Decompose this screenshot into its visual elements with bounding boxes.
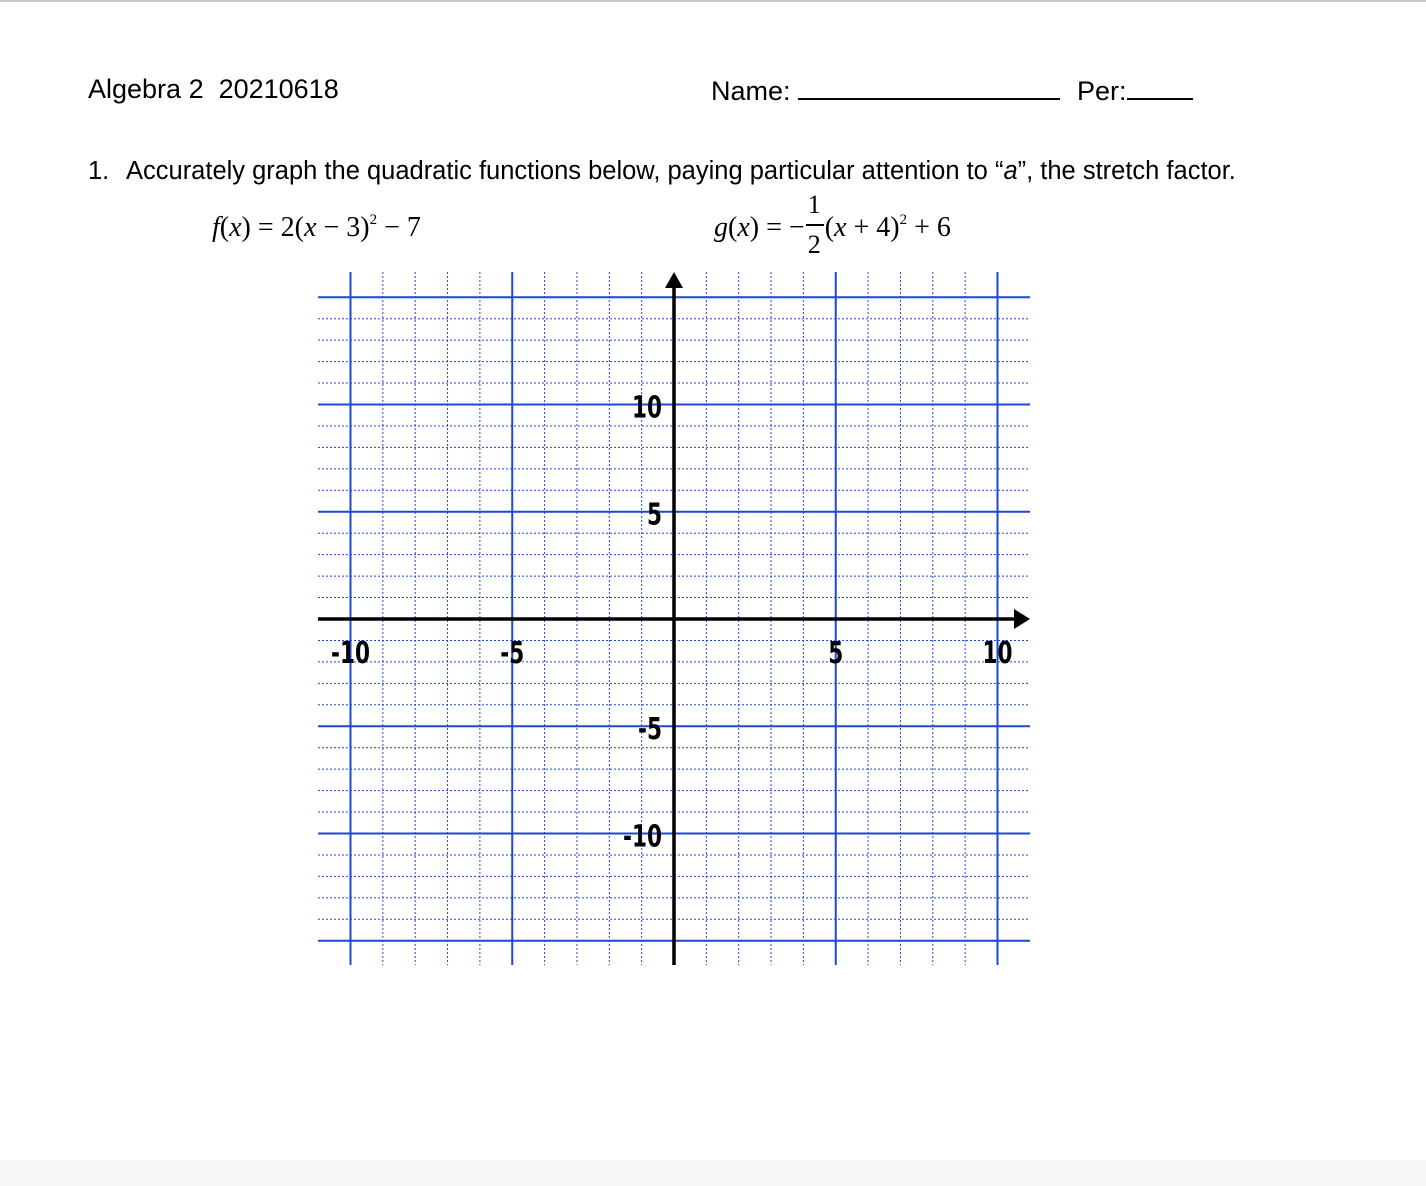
x-tick-label: -10 — [330, 636, 371, 672]
x-tick-label: -5 — [500, 636, 525, 672]
name-label: Name: — [711, 76, 791, 106]
g-constant-term: + 6 — [907, 212, 951, 243]
question-number: 1. — [88, 157, 110, 185]
y-tick-label: 10 — [631, 391, 662, 426]
f-constant-term: − 7 — [377, 212, 421, 243]
g-function-name: g — [714, 212, 728, 243]
g-exponent: 2 — [899, 212, 908, 228]
f-exponent: 2 — [369, 212, 378, 228]
g-equals: = − — [759, 212, 805, 243]
f-inner-variable: x — [304, 212, 317, 243]
x-tick-label: 5 — [828, 636, 844, 672]
y-tick-label: -5 — [638, 712, 662, 748]
x-tick-label: 10 — [982, 636, 1013, 672]
g-fraction-denominator: 2 — [807, 230, 821, 259]
equation-g: g(x) = − $\frac{1}{2}$ $(x + 4)^2 + 6$ — [714, 190, 951, 259]
x-axis-arrow-icon — [1014, 609, 1030, 629]
question-text-italic: a — [1003, 157, 1018, 185]
course-title: Algebra 2 20210618 — [88, 74, 339, 104]
question-text-end: ”, the stretch factor. — [1017, 157, 1236, 185]
period-label: Per: — [1077, 76, 1127, 106]
y-axis-arrow-icon — [665, 272, 683, 288]
g-inner-term: + 4) — [846, 212, 900, 243]
g-fraction-numerator: 1 — [807, 190, 821, 219]
f-inner-term: − 3) — [316, 212, 370, 243]
page-bottom-edge — [0, 1160, 1426, 1186]
f-variable: x — [229, 212, 242, 243]
equation-f: $f(x) = 2(x - 3)^2 - 7$ — [212, 212, 421, 243]
g-inner-variable: x — [834, 212, 847, 243]
y-tick-label: -10 — [622, 820, 662, 855]
y-tick-label: 5 — [646, 498, 662, 533]
f-function-name: f — [212, 212, 220, 243]
question-text-start: Accurately graph the quadratic functions below, paying particular attention to “ — [126, 157, 1004, 185]
g-variable: x — [737, 212, 750, 243]
f-equals: = 2( — [250, 212, 304, 243]
